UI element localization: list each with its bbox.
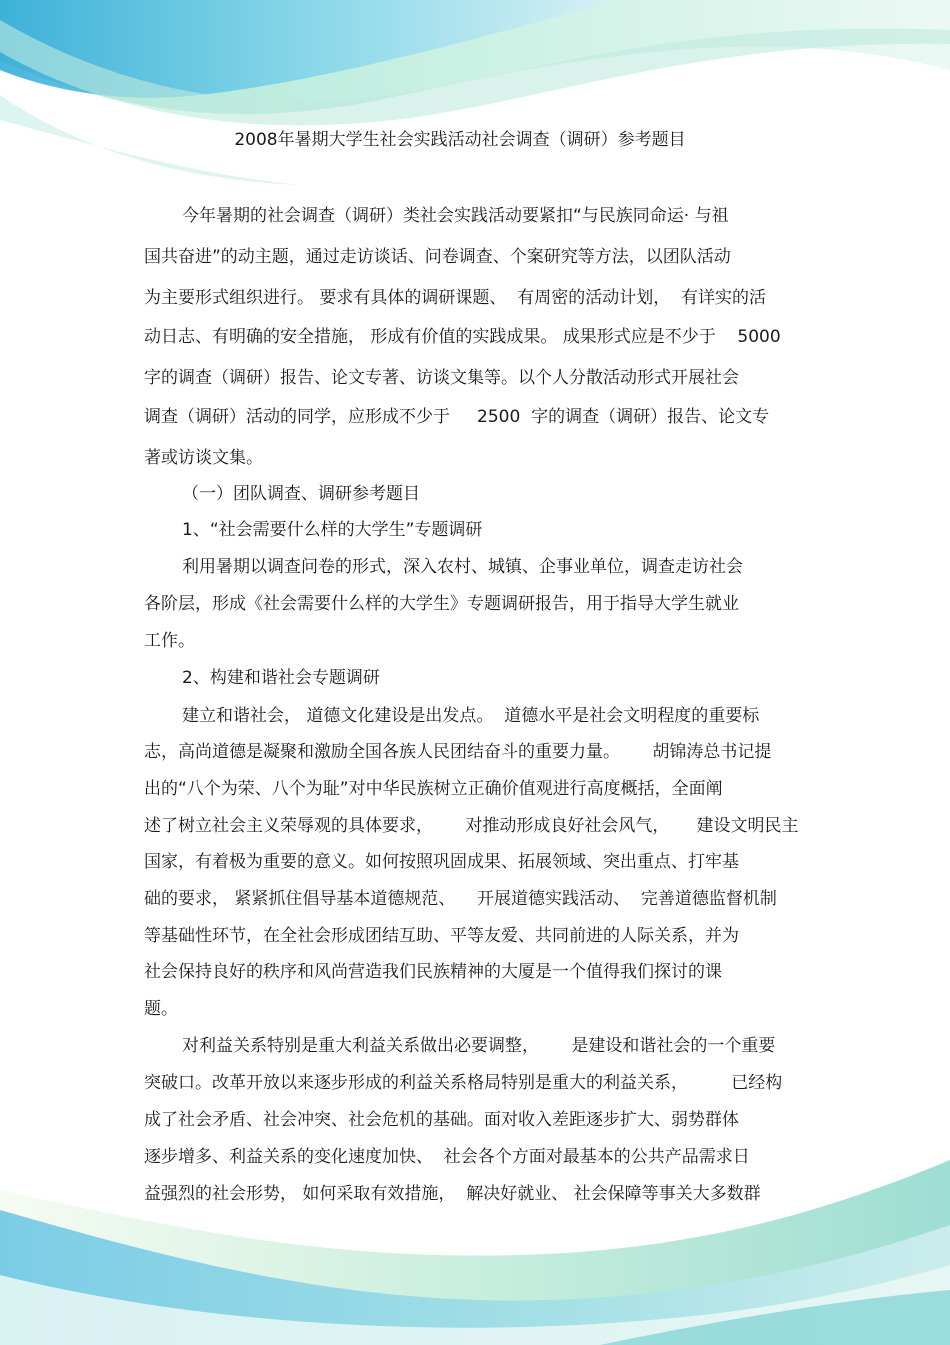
paragraph-line: 动日志、有明确的安全措施， 形成有价值的实践成果。 成果形式应是不少于 5000 [144,327,781,347]
paragraph-line: 益强烈的社会形势， 如何采取有效措施， 解决好就业、 社会保障等事关大多数群 [144,1184,761,1204]
paragraph-line: 础的要求， 紧紧抓住倡导基本道德规范、 开展道德实践活动、 完善道德监督机制 [144,889,777,909]
paragraph-line: 成了社会矛盾、社会冲突、社会危机的基础。面对收入差距逐步扩大、弱势群体 [144,1110,739,1130]
paragraph-line: 著或访谈文集。 [144,448,263,468]
paragraph-line: 对利益关系特别是重大利益关系做出必要调整， 是建设和谐社会的一个重要 [182,1036,776,1056]
paragraph-line: 工作。 [144,631,195,651]
paragraph-line: 出的“八个为荣、八个为耻”对中华民族树立正确价值观进行高度概括，全面阐 [144,779,723,799]
paragraph-line: 突破口。改革开放以来逐步形成的利益关系格局特别是重大的利益关系， 已经构 [144,1073,783,1093]
paragraph-line: 题。 [144,999,178,1019]
paragraph-line: 国共奋进”的动主题，通过走访谈话、问卷调查、个案研究等方法，以团队活动 [144,247,731,267]
paragraph-line: 建立和谐社会， 道德文化建设是出发点。 道德水平是社会文明程度的重要标 [182,706,760,726]
paragraph-line: 述了树立社会主义荣辱观的具体要求， 对推动形成良好社会风气， 建设文明民主 [144,816,799,836]
paragraph-line: 国家，有着极为重要的意义。如何按照巩固成果、拓展领域、突出重点、打牢基 [144,852,739,872]
paragraph-line: 调查（调研）活动的同学，应形成不少于 2500 字的调查（调研）报告、论文专 [144,407,770,427]
paragraph-line: 志，高尚道德是凝聚和激励全国各族人民团结奋斗的重要力量。 胡锦涛总书记提 [144,742,772,762]
document-title: 2008年暑期大学生社会实践活动社会调查（调研）参考题目 [234,130,686,150]
paragraph-line: 社会保持良好的秩序和风尚营造我们民族精神的大厦是一个值得我们探讨的课 [144,962,722,982]
paragraph-line: 各阶层，形成《社会需要什么样的大学生》专题调研报告，用于指导大学生就业 [144,594,739,614]
paragraph-line: 等基础性环节，在全社会形成团结互助、平等友爱、共同前进的人际关系，并为 [144,926,739,946]
paragraph-line: 逐步增多、利益关系的变化速度加快、 社会各个方面对最基本的公共产品需求日 [144,1147,750,1167]
subsection-heading: 2、构建和谐社会专题调研 [182,668,380,688]
paragraph-line: 今年暑期的社会调查（调研）类社会实践活动要紧扣“与民族同命运· 与祖 [182,206,729,226]
section-heading: （一）团队调查、调研参考题目 [182,484,420,504]
paragraph-line: 字的调查（调研）报告、论文专著、访谈文集等。以个人分散活动形式开展社会 [144,368,739,388]
paragraph-line: 为主要形式组织进行。 要求有具体的调研课题、 有周密的活动计划， 有详实的活 [144,288,767,308]
paragraph-line: 利用暑期以调查问卷的形式，深入农村、城镇、企事业单位，调查走访社会 [182,557,743,577]
subsection-heading: 1、“社会需要什么样的大学生”专题调研 [182,520,483,540]
